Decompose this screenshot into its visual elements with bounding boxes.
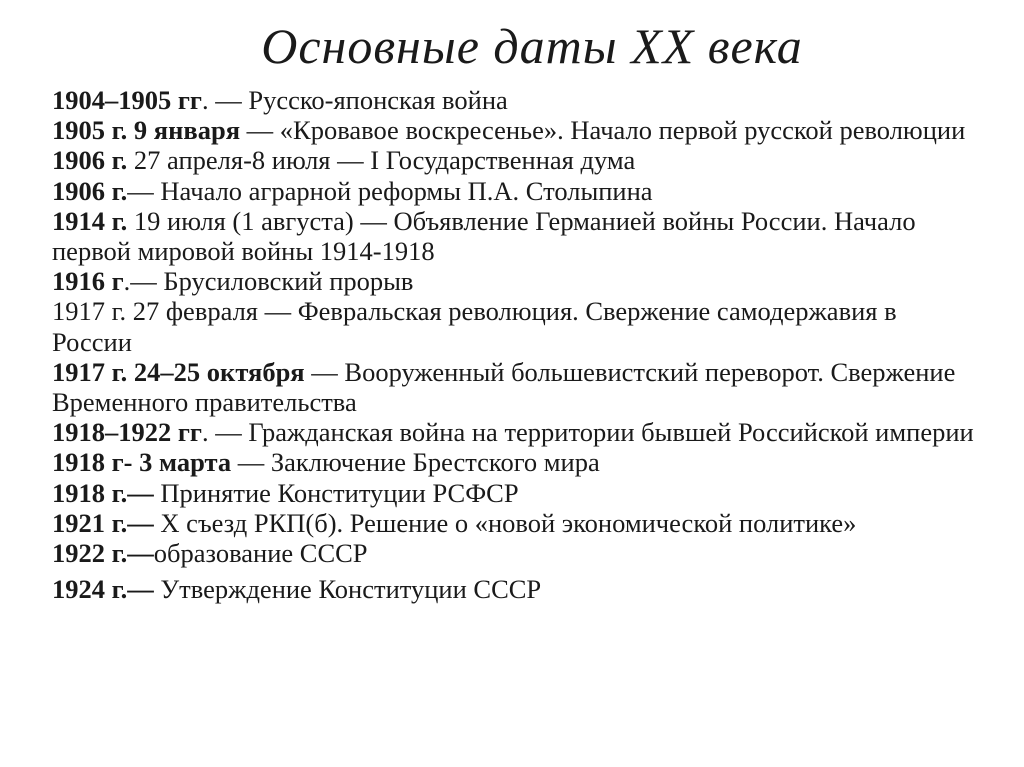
dates-list (52, 85, 982, 604)
list-item (52, 266, 982, 296)
entry-text: — Вооруженный большевистский переворот. Свержение Временного правительства (52, 356, 956, 418)
list-item (52, 478, 982, 508)
list-item (52, 508, 982, 538)
entry-date: 1918 г.— (52, 477, 154, 508)
entry-date: 1918 г- 3 марта (52, 447, 232, 478)
list-item (52, 115, 982, 145)
entry-date: 1918–1922 гг (52, 417, 202, 448)
entry-text: Утверждение Конституции СССР (153, 574, 542, 605)
entry-text: — Заключение Брестского мира (231, 447, 600, 478)
entry-date: 1924 г.— (52, 574, 154, 605)
entry-date: 1904–1905 гг (52, 85, 202, 115)
list-item (52, 417, 982, 447)
entry-text: 27 апреля-8 июля — I Государственная дума (127, 145, 636, 176)
list-item (52, 574, 982, 604)
list-item (52, 85, 982, 115)
entry-text: — «Кровавое воскресенье». Начало первой русской революции (240, 115, 966, 146)
entry-text: — Начало аграрной реформы П.А. Столыпина (127, 175, 653, 206)
entry-text: 1917 г. 27 февраля — Февральская революция. Свержение самодержавия в России (52, 296, 897, 357)
entry-text: . — Русско-японская война (201, 85, 508, 115)
entry-text: X съезд РКП(б). Решение о «новой экономической политике» (153, 507, 857, 538)
entry-text: Принятие Конституции РСФСР (153, 477, 519, 508)
entry-text: .— Брусиловский прорыв (123, 266, 414, 297)
entry-date: 1922 г.— (52, 538, 154, 569)
list-item (52, 145, 982, 175)
entry-date: 1921 г.— (52, 507, 154, 538)
list-item (52, 447, 982, 477)
entry-date: 1905 г. 9 января (52, 115, 241, 146)
entry-date: 1917 г. 24–25 октября (52, 356, 305, 387)
list-item (52, 206, 982, 266)
list-item (52, 176, 982, 206)
list-item (52, 538, 982, 568)
entry-date: 1916 г (52, 266, 124, 297)
entry-date: 1906 г. (52, 145, 128, 176)
entry-text: 19 июля (1 августа) — Объявление Германией войны России. Начало первой мировой войны 1914-1918 (52, 205, 916, 267)
list-item (52, 357, 982, 417)
entry-text: образование СССР (153, 538, 368, 569)
list-item (52, 296, 982, 356)
entry-date: 1914 г. (52, 205, 128, 236)
entry-text: . — Гражданская война на территории бывшей Российской империи (201, 417, 974, 448)
slide-title: Основные даты XX века (261, 18, 803, 74)
entry-date: 1906 г. (52, 175, 128, 206)
